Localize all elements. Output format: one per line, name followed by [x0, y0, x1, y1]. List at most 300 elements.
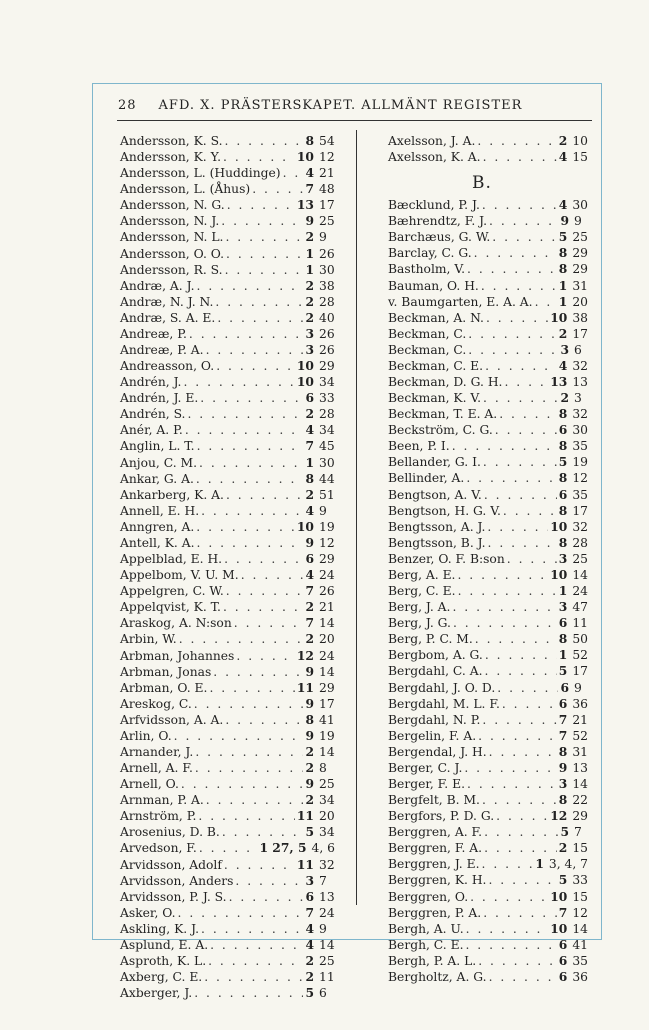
entry-name: Axberger, J. [120, 986, 193, 1001]
index-entry [120, 503, 335, 519]
entry-name: Berg, A. E. [388, 567, 456, 582]
dot-leader [187, 406, 303, 422]
entry-volume: 6 [305, 390, 314, 406]
dot-leader [489, 213, 558, 229]
entry-name: Bengtsson, B. J. [388, 535, 486, 550]
entry-page: 14 [572, 567, 588, 582]
index-entry [388, 696, 588, 712]
dot-leader [485, 358, 557, 374]
dot-leader [236, 648, 295, 664]
entry-name: Bastholm, V. [388, 262, 465, 277]
entry-volume: 9 [305, 695, 314, 711]
entry-volume: 3 [558, 550, 568, 566]
entry-volume: 10 [296, 149, 314, 165]
dot-leader [195, 744, 303, 760]
entry-volume: 7 [558, 727, 568, 743]
entry-name: Bergelin, F. A. [388, 728, 477, 743]
entry-name: Barchæus, G. W. [388, 230, 491, 245]
entry-volume: 4 [558, 357, 568, 373]
index-entry [388, 374, 588, 390]
index-entry [120, 792, 335, 808]
index-entry [388, 631, 588, 647]
entry-page: 30 [572, 198, 588, 213]
dot-leader [221, 213, 303, 229]
entry-name: Bergdahl, J. O. D. [388, 680, 496, 695]
entry-page: 17 [319, 198, 335, 213]
dot-leader [483, 390, 558, 406]
entry-page: 12 [319, 150, 335, 165]
entry-page: 21 [319, 600, 335, 615]
entry-page: 24 [319, 905, 335, 920]
entry-volume: 7 [558, 904, 568, 920]
index-entry [120, 551, 335, 567]
dot-leader [226, 583, 304, 599]
dot-leader [200, 390, 303, 406]
index-entry [120, 664, 335, 680]
header-title: AFD. X. PRÄSTERSKAPET. ALLMÄNT REGISTER [158, 98, 523, 113]
index-column-left [120, 133, 335, 1001]
entry-page: 34 [319, 793, 335, 808]
entry-volume: 7 [305, 615, 314, 631]
index-entry [120, 149, 335, 165]
index-entry [120, 680, 335, 696]
dot-leader [468, 342, 558, 358]
entry-volume: 9 [305, 534, 314, 550]
dot-leader [489, 744, 557, 760]
index-group-b [388, 197, 588, 985]
dot-leader [477, 133, 556, 149]
entry-volume: 6 [558, 486, 568, 502]
index-entry [388, 567, 588, 583]
dot-leader [199, 455, 303, 471]
entry-volume: 12 [550, 808, 568, 824]
index-entry [388, 470, 588, 486]
dot-leader [467, 261, 557, 277]
entry-name: Asker, O. [120, 905, 176, 920]
entry-page: 9 [319, 921, 327, 936]
entry-volume: 10 [550, 920, 568, 936]
page-number: 28 [118, 98, 137, 113]
index-entry [388, 937, 588, 953]
dot-leader [196, 471, 304, 487]
dot-leader [452, 438, 557, 454]
entry-volume: 8 [558, 743, 568, 759]
index-entry [120, 390, 335, 406]
entry-volume: 9 [558, 759, 568, 775]
entry-name: Andersson, N. G. [120, 198, 225, 213]
section-letter: B. [472, 173, 492, 194]
index-entry [120, 358, 335, 374]
entry-name: Andrén, J. E. [120, 391, 199, 406]
dot-leader [458, 583, 557, 599]
entry-page: 26 [319, 326, 335, 341]
index-entry [388, 824, 588, 840]
entry-volume: 6 [558, 422, 568, 438]
entry-volume: 10 [296, 358, 314, 374]
entry-volume: 5 [558, 872, 568, 888]
entry-page: 9 [574, 680, 582, 695]
entry-page: 4, 6 [311, 841, 335, 856]
entry-page: 9 [319, 230, 327, 245]
dot-leader [488, 872, 556, 888]
entry-volume: 3 [305, 872, 314, 888]
entry-name: Arvidsson, P. J. S. [120, 889, 227, 904]
entry-volume: 8 [558, 245, 568, 261]
index-entry [388, 261, 588, 277]
entry-name: Berg, J. A. [388, 600, 451, 615]
index-entry [388, 680, 588, 696]
index-entry [120, 181, 335, 197]
index-entry [120, 471, 335, 487]
dot-leader [482, 712, 556, 728]
index-entry [120, 808, 335, 824]
entry-volume: 6 [558, 936, 568, 952]
index-entry [388, 872, 588, 888]
index-entry [120, 519, 335, 535]
entry-page: 9 [574, 214, 582, 229]
entry-name: Bauman, O. H. [388, 278, 479, 293]
index-entry [388, 133, 588, 149]
entry-volume: 6 [305, 551, 314, 567]
dot-leader [185, 422, 304, 438]
index-entry [388, 808, 588, 824]
entry-page: 25 [319, 953, 335, 968]
entry-name: Asplund, E. A. [120, 937, 209, 952]
index-entry [388, 487, 588, 503]
entry-page: 48 [319, 182, 335, 197]
entry-page: 20 [319, 809, 335, 824]
dot-leader [482, 856, 534, 872]
entry-volume: 2 [560, 390, 569, 406]
entry-name: Areskog, C. [120, 696, 192, 711]
index-entry [120, 165, 335, 181]
entry-page: 34 [319, 423, 335, 438]
entry-name: Benzer, O. F. B:son [388, 551, 505, 566]
entry-volume: 1 [558, 277, 568, 293]
entry-volume: 1 [558, 293, 568, 309]
entry-page: 54 [319, 134, 335, 148]
entry-page: 17 [572, 326, 588, 341]
dot-leader [486, 310, 548, 326]
entry-name: Bengtson, H. G. V. [388, 503, 501, 518]
index-entry [388, 406, 588, 422]
entry-page: 36 [572, 696, 588, 711]
entry-name: Arnell, A. F. [120, 761, 193, 776]
dot-leader [497, 680, 558, 696]
entry-page: 30 [572, 423, 588, 438]
dot-leader [201, 921, 303, 937]
dot-leader [226, 246, 303, 262]
dot-leader [495, 422, 557, 438]
index-entry [388, 615, 588, 631]
entry-name: Berggren, P. A. [388, 905, 482, 920]
entry-volume: 3 [305, 342, 314, 358]
entry-volume: 8 [558, 502, 568, 518]
index-entry [388, 342, 588, 358]
dot-leader [484, 824, 558, 840]
index-entry [120, 937, 335, 953]
dot-leader [484, 840, 557, 856]
entry-page: 21 [572, 712, 588, 727]
entry-volume: 6 [558, 615, 568, 631]
entry-name: Bellander, G. I. [388, 455, 481, 470]
entry-page: 33 [572, 873, 588, 888]
index-entry [388, 889, 588, 905]
entry-page: 17 [572, 664, 588, 679]
entry-name: Arfvidsson, A. A. [120, 712, 224, 727]
index-entry [120, 905, 335, 921]
dot-leader [252, 181, 303, 197]
dot-leader [229, 889, 304, 905]
dot-leader [199, 840, 258, 856]
dot-leader [474, 245, 557, 261]
entry-name: Andersson, N. L. [120, 230, 224, 245]
entry-page: 26 [319, 584, 335, 599]
entry-volume: 6 [560, 679, 569, 695]
index-entry [388, 647, 588, 663]
entry-volume: 4 [558, 197, 568, 213]
entry-volume: 2 [305, 277, 314, 293]
entry-volume: 2 [305, 631, 314, 647]
entry-name: Andrén, J. [120, 375, 182, 390]
entry-page: 28 [319, 407, 335, 422]
entry-volume: 2 [558, 840, 568, 856]
index-entry [388, 551, 588, 567]
entry-volume: 8 [305, 470, 314, 486]
entry-name: Arvidsson, Adolf [120, 857, 222, 872]
header-rule [117, 120, 592, 121]
dot-leader [470, 889, 548, 905]
index-entry [120, 567, 335, 583]
entry-name: Beckman, C. [388, 342, 467, 357]
entry-name: Andreæ, P. A. [120, 343, 204, 358]
index-entry [120, 294, 335, 310]
entry-page: 8 [319, 761, 327, 776]
entry-name: Arvedson, F. [120, 841, 197, 856]
index-entry [388, 454, 588, 470]
entry-name: Bæcklund, P. J. [388, 198, 480, 213]
entry-page: 26 [319, 246, 335, 261]
entry-name: Been, P. I. [388, 439, 450, 454]
entry-volume: 8 [558, 534, 568, 550]
entry-name: Bergh, P. A. L. [388, 953, 477, 968]
entry-volume: 4 [305, 422, 314, 438]
dot-leader [478, 953, 557, 969]
index-entry [120, 310, 335, 326]
entry-name: Berggren, O. [388, 889, 469, 904]
entry-page: 38 [319, 278, 335, 293]
entry-name: Bellinder, A. [388, 471, 465, 486]
index-entry [120, 438, 335, 454]
entry-page: 3 [574, 391, 582, 406]
entry-name: Arbman, Jonas [120, 664, 212, 679]
entry-page: 30 [319, 262, 335, 277]
entry-volume: 12 [296, 647, 314, 663]
entry-page: 14 [319, 664, 335, 679]
index-entry [120, 953, 335, 969]
index-entry [120, 374, 335, 390]
entry-volume: 2 [558, 133, 568, 148]
entry-name: Bergh, A. U. [388, 921, 464, 936]
dot-leader [507, 551, 557, 567]
entry-page: 38 [572, 310, 588, 325]
entry-page: 52 [572, 728, 588, 743]
entry-page: 15 [572, 889, 588, 904]
index-entry [120, 760, 335, 776]
index-entry [388, 149, 588, 165]
index-entry [388, 921, 588, 937]
entry-name: Arnell, O. [120, 777, 179, 792]
index-entry [120, 599, 335, 615]
entry-name: Andersson, L. (Huddinge) [120, 166, 281, 181]
dot-leader [485, 647, 557, 663]
entry-page: 29 [572, 809, 588, 824]
entry-volume: 6 [558, 952, 568, 968]
dot-leader [225, 229, 303, 245]
entry-name: Berggren, A. F. [388, 825, 483, 840]
dot-leader [194, 985, 303, 1001]
dot-leader [197, 535, 304, 551]
entry-name: Berggren, F. A. [388, 841, 483, 856]
entry-page: 12 [572, 471, 588, 486]
dot-leader [483, 149, 557, 165]
entry-name: v. Baumgarten, E. A. A. [388, 294, 533, 309]
dot-leader [499, 406, 557, 422]
dot-leader [225, 712, 303, 728]
entry-volume: 10 [550, 566, 568, 582]
entry-page: 19 [572, 455, 588, 470]
entry-page: 13 [319, 889, 335, 904]
dot-leader [489, 969, 557, 985]
index-entry [388, 310, 588, 326]
dot-leader [484, 487, 557, 503]
entry-page: 25 [319, 214, 335, 229]
entry-page: 47 [572, 600, 588, 615]
entry-volume: 5 [558, 663, 568, 679]
dot-leader [466, 921, 549, 937]
entry-page: 20 [572, 294, 588, 309]
dot-leader [209, 680, 294, 696]
entry-page: 35 [572, 953, 588, 968]
index-entry [388, 712, 588, 728]
entry-name: Beckström, C. G. [388, 423, 493, 438]
index-entry [120, 615, 335, 631]
entry-name: Beckman, C. [388, 326, 467, 341]
dot-leader [224, 551, 303, 567]
index-entry [120, 326, 335, 342]
entry-volume: 2 [305, 599, 314, 615]
dot-leader [241, 567, 304, 583]
entry-page: 14 [572, 776, 588, 791]
dot-leader [194, 696, 304, 712]
entry-name: Bengtsson, A. J. [388, 519, 486, 534]
entry-page: 12 [572, 905, 588, 920]
entry-page: 25 [319, 777, 335, 792]
entry-page: 41 [319, 712, 335, 727]
entry-volume: 3 [560, 341, 569, 357]
entry-volume: 1 [558, 583, 568, 599]
entry-page: 14 [319, 616, 335, 631]
entry-volume: 10 [550, 518, 568, 534]
dot-leader [189, 326, 304, 342]
entry-volume: 5 [560, 824, 569, 840]
index-entry [388, 358, 588, 374]
dot-leader [222, 824, 304, 840]
entry-page: 17 [319, 696, 335, 711]
entry-volume: 2 [305, 969, 314, 985]
entry-name: Anjou, C. M. [120, 455, 198, 470]
index-entry [388, 856, 588, 872]
index-column-right [388, 133, 588, 985]
dot-leader [178, 905, 304, 921]
dot-leader [452, 599, 556, 615]
entry-page: 22 [572, 793, 588, 808]
dot-leader [468, 326, 557, 342]
entry-name: Beckman, C. E. [388, 358, 484, 373]
index-entry [388, 278, 588, 294]
entry-name: Appelblad, E. H. [120, 552, 223, 567]
index-entry [120, 857, 335, 873]
entry-volume: 8 [558, 792, 568, 808]
dot-leader [210, 937, 303, 953]
index-entry [120, 583, 335, 599]
index-entry [120, 278, 335, 294]
entry-page: 7 [319, 873, 327, 888]
entry-page: 14 [319, 744, 335, 759]
entry-volume: 7 [305, 438, 314, 454]
entry-name: Berg, C. E. [388, 584, 456, 599]
entry-page: 19 [319, 519, 335, 534]
entry-volume: 7 [305, 583, 314, 599]
dot-leader [215, 294, 303, 310]
entry-name: Ankarberg, K. A. [120, 487, 224, 502]
dot-leader [464, 760, 556, 776]
index-entry [388, 969, 588, 985]
entry-page: 33 [319, 391, 335, 406]
entry-page: 13 [572, 375, 588, 390]
index-entry [388, 728, 588, 744]
dot-leader [179, 631, 304, 647]
index-entry [120, 535, 335, 551]
entry-page: 15 [572, 841, 588, 856]
entry-name: Arbman, Johannes [120, 648, 235, 663]
entry-name: Andersson, L. (Åhus) [120, 182, 251, 197]
entry-page: 6 [319, 986, 327, 1001]
entry-page: 41 [572, 937, 588, 952]
dot-leader [535, 294, 557, 310]
index-entry [388, 197, 588, 213]
entry-volume: 3 [558, 599, 568, 615]
entry-page: 25 [572, 551, 588, 566]
entry-name: Beckman, K. V. [388, 391, 482, 406]
dot-leader [204, 969, 303, 985]
dot-leader [483, 454, 557, 470]
entry-page: 29 [319, 680, 335, 695]
entry-volume: 1 [558, 647, 568, 663]
index-entry [120, 197, 335, 213]
index-entry [120, 696, 335, 712]
entry-name: Appelbom, V. U. M. [120, 568, 239, 583]
entry-name: Berger, F. E. [388, 776, 466, 791]
entry-page: 7 [574, 825, 582, 840]
entry-page: 11 [319, 970, 335, 985]
entry-name: Axberg, C. E. [120, 970, 203, 985]
entry-volume: 6 [558, 695, 568, 711]
index-entry [388, 744, 588, 760]
index-entry [388, 663, 588, 679]
entry-volume: 4 [305, 502, 314, 518]
index-entry [120, 487, 335, 503]
